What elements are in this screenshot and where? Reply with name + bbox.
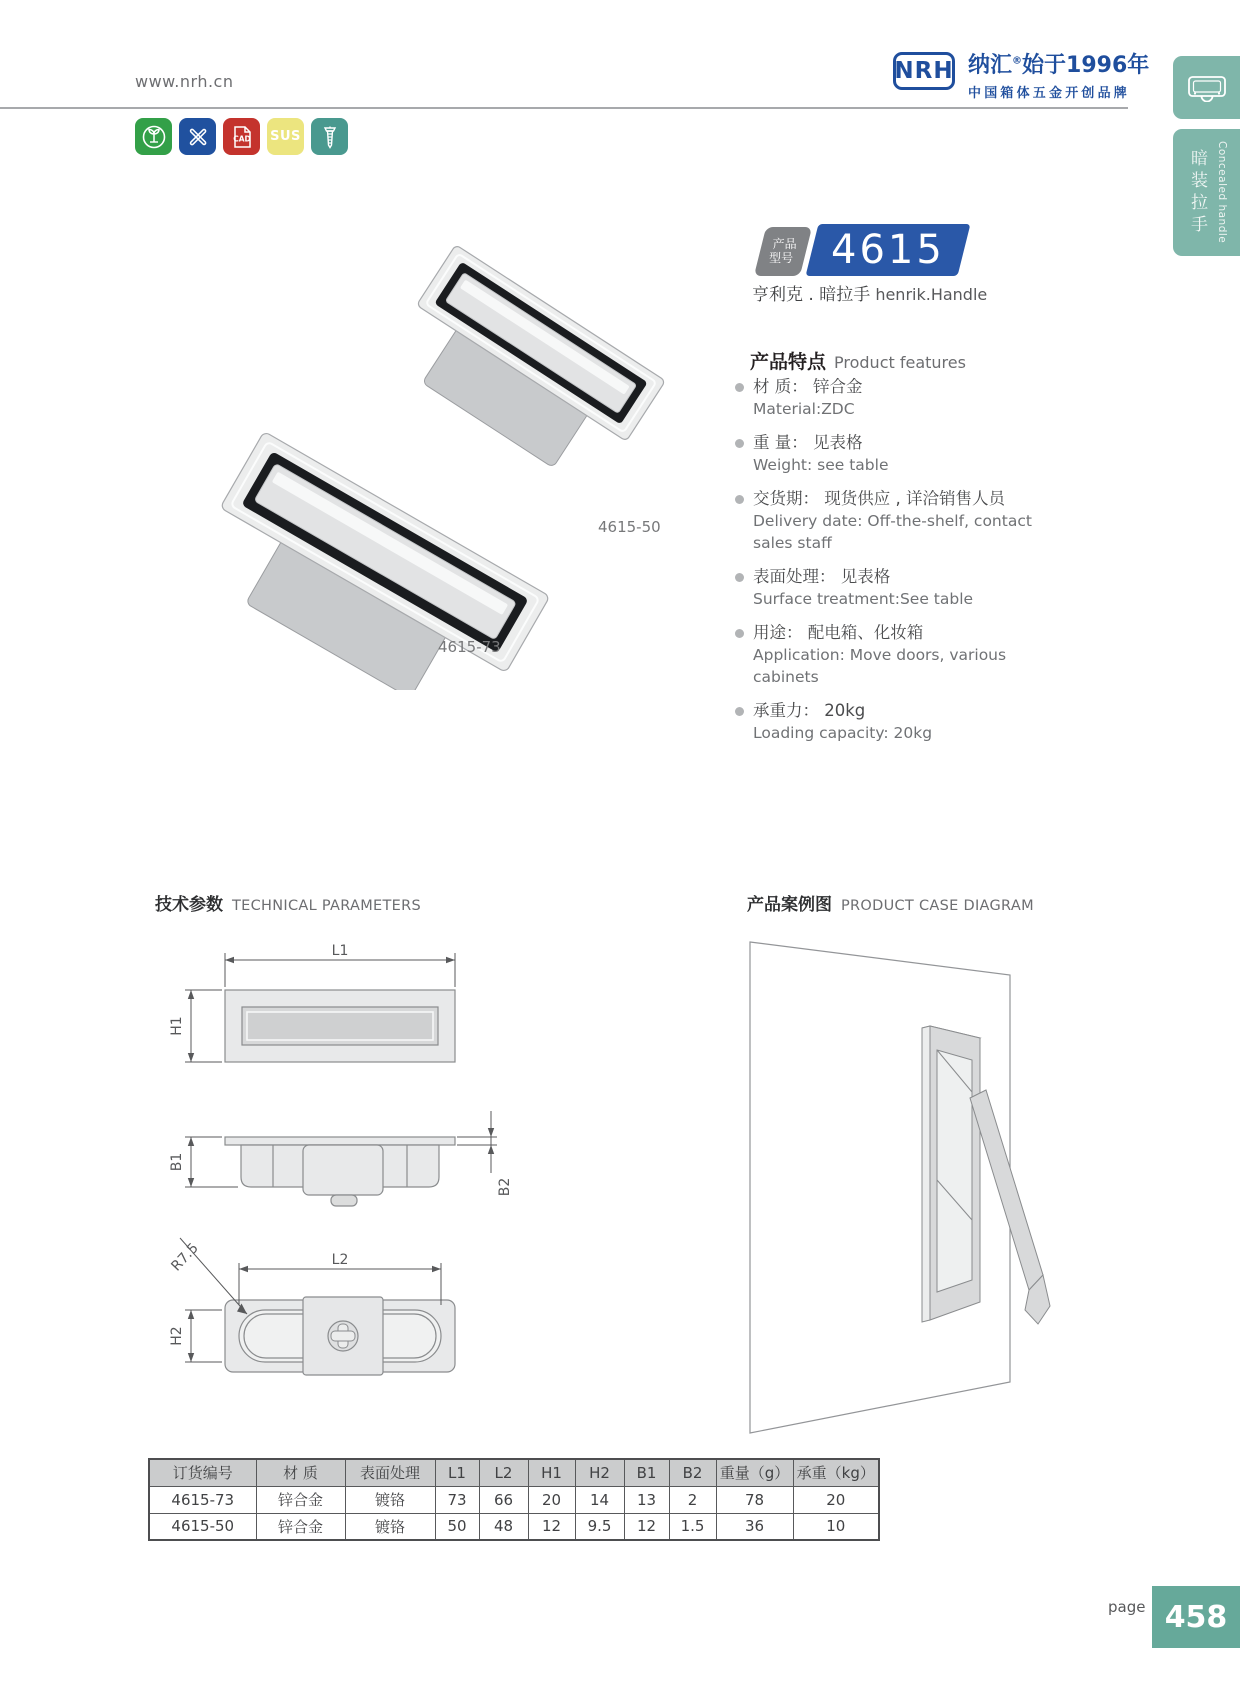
feature-item: 材 质： 锌合金 Material:ZDC — [735, 376, 1075, 420]
eco-icon — [135, 118, 172, 155]
tools-icon — [179, 118, 216, 155]
page-label: page — [1108, 1598, 1146, 1616]
category-tab-icon[interactable] — [1173, 56, 1240, 119]
feature-item: 重 量： 见表格 Weight: see table — [735, 432, 1075, 476]
feature-item: 交货期： 现货供应 , 详洽销售人员 Delivery date: Off-the-shelf, contact sales staff — [735, 488, 1075, 554]
tech-params-header: 技术参数 TECHNICAL PARAMETERS — [155, 895, 422, 915]
svg-text:H2: H2 — [169, 1326, 185, 1346]
features-list — [735, 376, 1075, 756]
handle-4615-50 — [383, 245, 666, 494]
model-number: 4615 — [831, 227, 945, 273]
svg-text:L1: L1 — [331, 943, 349, 959]
cert-icon-row — [135, 118, 348, 155]
header-divider — [0, 107, 1128, 109]
product-subtitle: 亨利克 . 暗拉手 henrik.Handle — [752, 285, 988, 305]
bullet-icon — [735, 495, 744, 504]
photo-label-4615-50: 4615-50 — [598, 518, 661, 536]
brand-tagline — [968, 48, 1149, 101]
website-url[interactable]: www.nrh.cn — [135, 72, 234, 91]
feature-item: 用途： 配电箱、化妆箱 Application: Move doors, various cabinets — [735, 622, 1075, 688]
nrh-logo — [893, 52, 955, 90]
spec-table — [148, 1458, 880, 1541]
page-number: 458 — [1152, 1586, 1240, 1648]
sus-icon: SUS — [267, 118, 304, 155]
screw-icon — [311, 118, 348, 155]
case-diagram-header: 产品案例图 PRODUCT CASE DIAGRAM — [747, 895, 1034, 915]
cad-icon — [223, 118, 260, 155]
brand-line1: 纳汇®始于1996年 — [968, 53, 1150, 78]
brand-line2: 中国箱体五金开创品牌 — [968, 86, 1131, 101]
svg-text:R7.5: R7.5 — [168, 1240, 202, 1275]
concealed-handle-icon — [1187, 74, 1227, 102]
svg-text:H1: H1 — [169, 1016, 185, 1036]
category-label-en: Concealed handle — [1216, 141, 1228, 244]
model-badge — [806, 224, 971, 276]
table-row: 4615-73 锌合金 镀铬 73 66 20 14 13 2 78 20 — [149, 1486, 879, 1513]
category-label-zh: 暗装拉手 — [1187, 148, 1207, 237]
model-badge-label: 产品 型号 — [754, 227, 812, 276]
bullet-icon — [735, 573, 744, 582]
svg-text:B2: B2 — [497, 1177, 513, 1197]
case-diagram — [740, 930, 1052, 1438]
bullet-icon — [735, 439, 744, 448]
photo-label-4615-73: 4615-73 — [438, 638, 501, 656]
table-row: 4615-50 锌合金 镀铬 50 48 12 9.5 12 1.5 36 10 — [149, 1513, 879, 1540]
bullet-icon — [735, 629, 744, 638]
technical-drawing — [145, 915, 545, 1385]
table-header-row: 订货编号 材 质 表面处理 L1 L2 H1 H2 B1 B2 重量（g） 承重（kg） — [149, 1459, 879, 1486]
nrh-logo-text: NRH — [894, 58, 954, 84]
feature-item: 表面处理： 见表格 Surface treatment:See table — [735, 566, 1075, 610]
category-tab-label[interactable] — [1173, 129, 1240, 256]
bullet-icon — [735, 383, 744, 392]
features-title: 产品特点 Product features — [750, 351, 966, 373]
svg-text:L2: L2 — [331, 1252, 349, 1268]
feature-item: 承重力： 20kg Loading capacity: 20kg — [735, 700, 1075, 744]
registered-mark-icon: ® — [1012, 55, 1023, 67]
svg-text:B1: B1 — [169, 1152, 185, 1172]
bullet-icon — [735, 707, 744, 716]
svg-text:CAD: CAD — [232, 134, 251, 143]
product-photo — [150, 210, 680, 690]
